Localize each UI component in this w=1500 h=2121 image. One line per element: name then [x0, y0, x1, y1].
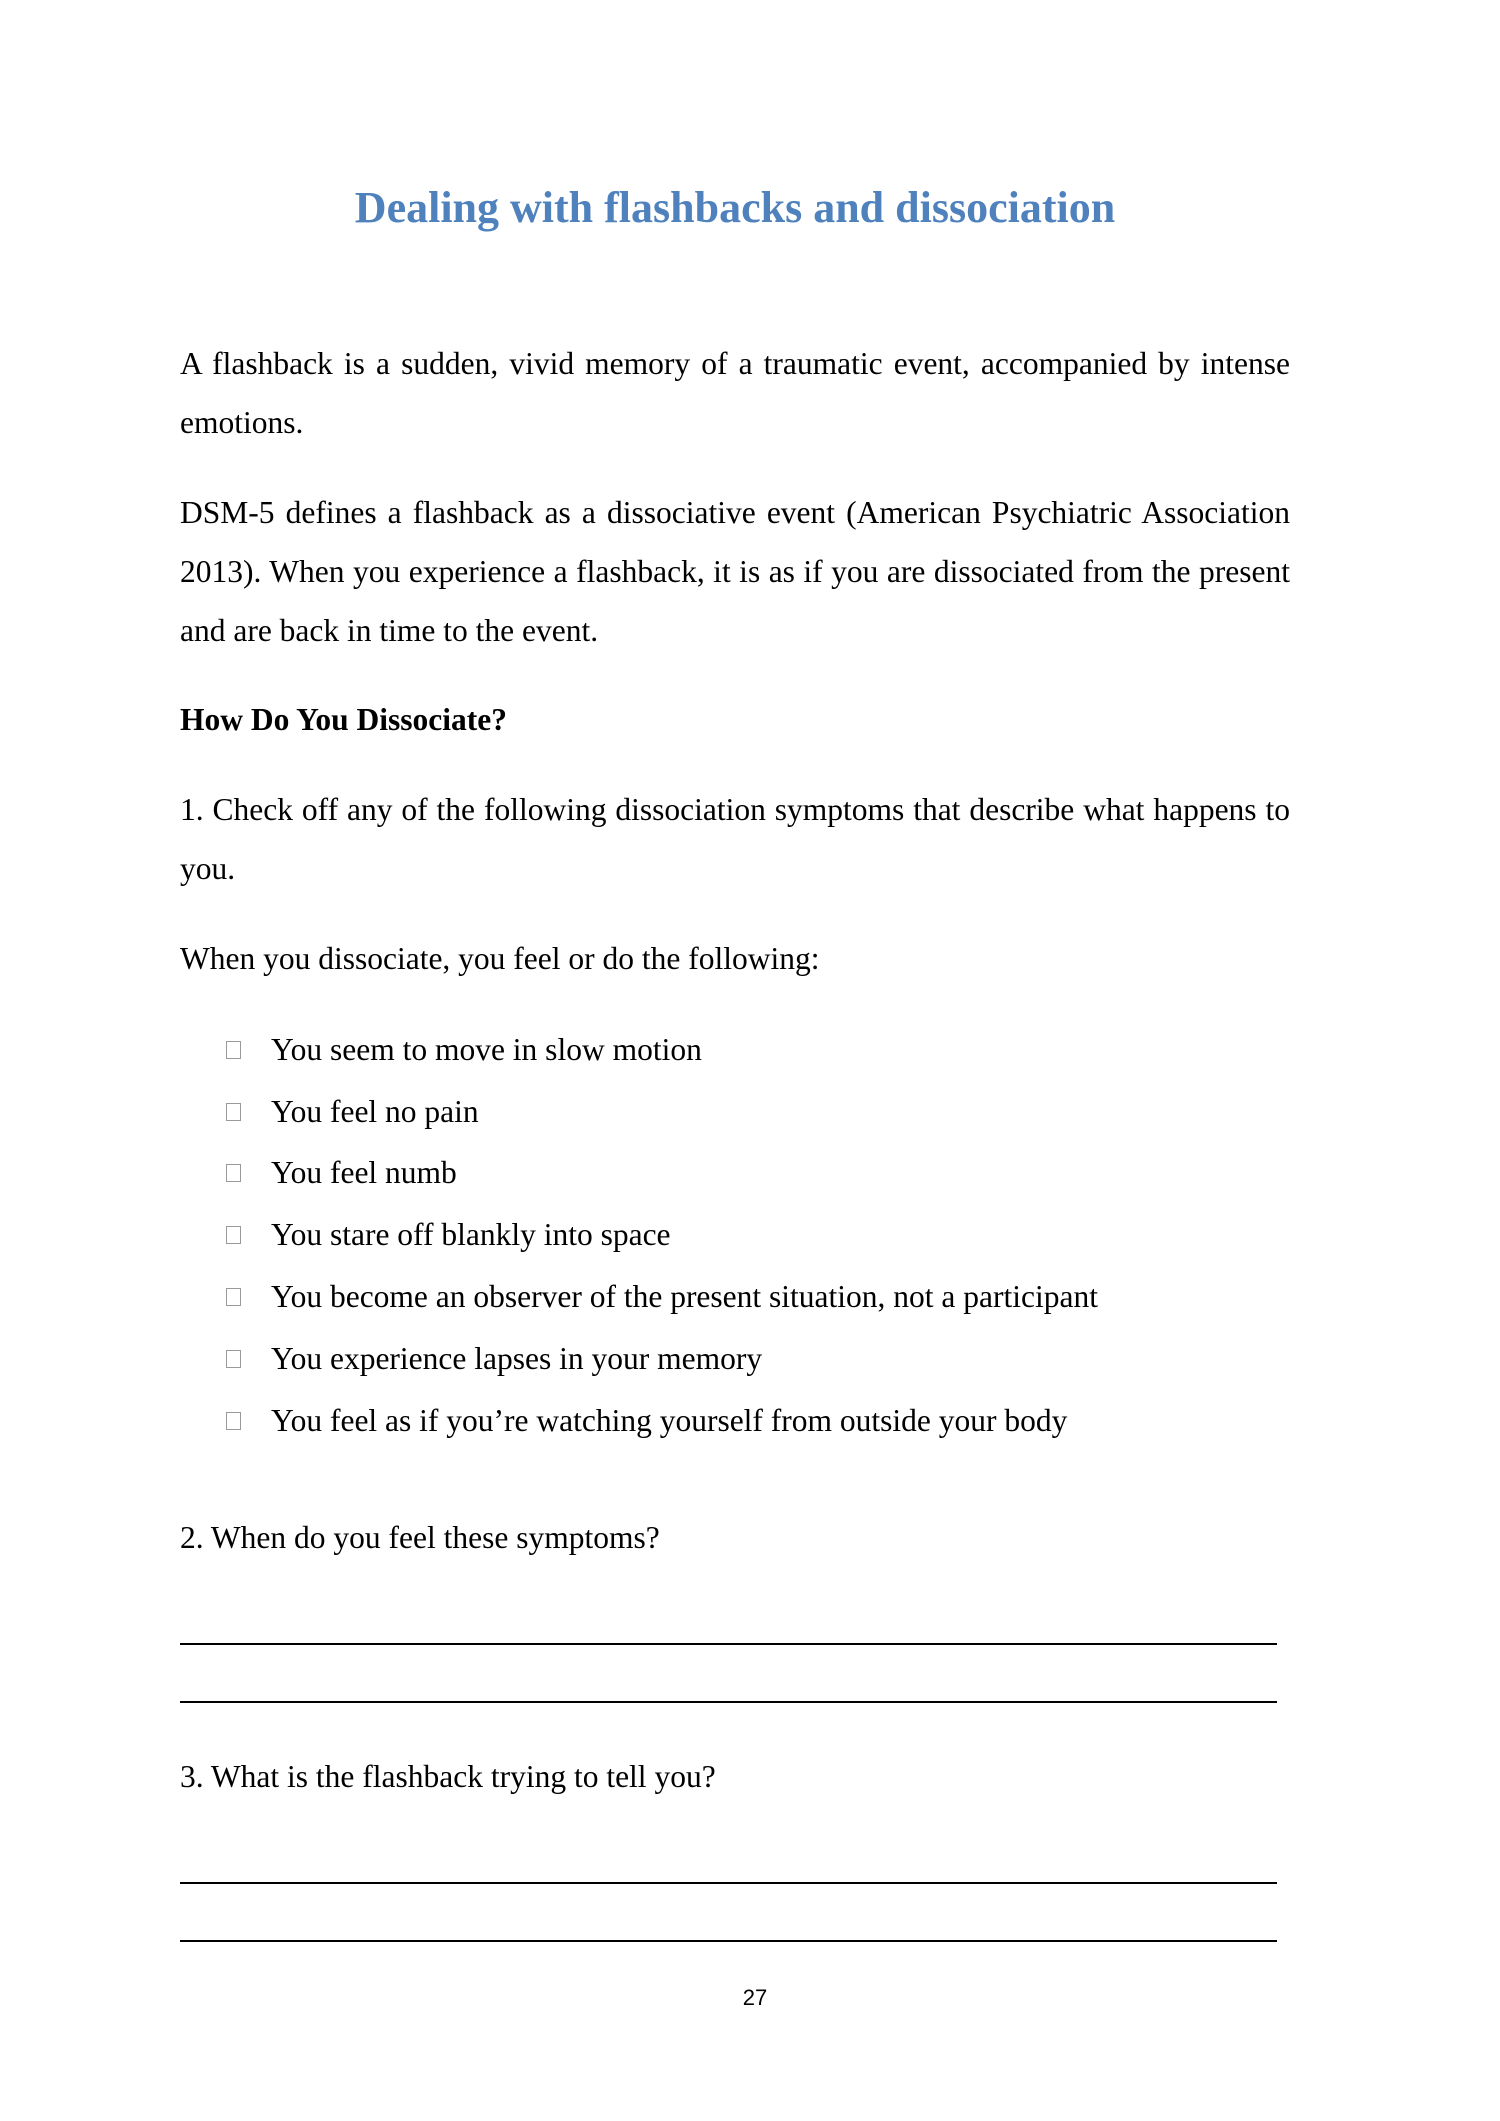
checklist-item-label: You become an observer of the present situation, not a participant	[271, 1279, 1098, 1315]
checkbox[interactable]	[226, 1103, 241, 1121]
checklist-item[interactable]	[226, 1266, 1098, 1328]
symptom-checklist	[226, 1019, 1098, 1452]
answer-line-q3-1[interactable]	[180, 1882, 1277, 1884]
answer-line-q2-1[interactable]	[180, 1643, 1277, 1645]
question-2: 2. When do you feel these symptoms?	[180, 1520, 660, 1555]
checklist-item-label: You experience lapses in your memory	[271, 1340, 763, 1376]
page-number: 27	[742, 1985, 768, 2010]
question-3: 3. What is the flashback trying to tell you?	[180, 1759, 716, 1794]
checkbox[interactable]	[226, 1041, 241, 1059]
page-title: Dealing with flashbacks and dissociation	[354, 183, 1116, 232]
checklist-item[interactable]	[226, 1390, 1098, 1452]
checkbox[interactable]	[226, 1350, 241, 1368]
checklist-item-label: You feel no pain	[271, 1093, 479, 1129]
checkbox[interactable]	[226, 1288, 241, 1306]
checkbox[interactable]	[226, 1226, 241, 1244]
checklist-item[interactable]	[226, 1204, 1098, 1266]
checklist-intro: When you dissociate, you feel or do the following:	[180, 941, 820, 976]
checklist-item[interactable]	[226, 1328, 1098, 1390]
checklist-item-label: You stare off blankly into space	[271, 1217, 671, 1253]
checklist-item[interactable]	[226, 1019, 1098, 1081]
answer-line-q2-2[interactable]	[180, 1701, 1277, 1703]
checkbox[interactable]	[226, 1412, 241, 1430]
section-heading: How Do You Dissociate?	[180, 702, 507, 737]
checkbox[interactable]	[226, 1164, 241, 1182]
checklist-item-label: You seem to move in slow motion	[271, 1031, 702, 1067]
question-1: 1. Check off any of the following dissociation symptoms that describe what happens to you.	[180, 792, 1290, 886]
checklist-item-label: You feel numb	[271, 1155, 457, 1191]
checklist-item[interactable]	[226, 1081, 1098, 1143]
flashback-definition-paragraph: A flashback is a sudden, vivid memory of a traumatic event, accompanied by intense emotions.	[180, 346, 1290, 440]
dsm5-paragraph: DSM-5 defines a flashback as a dissociative event (American Psychiatric Association 2013). When you experience a flashback, it is as if you are dissociated from the present and are back in time to the event.	[180, 495, 1290, 648]
checklist-item-label: You feel as if you’re watching yourself from outside your body	[271, 1402, 1068, 1438]
checklist-item[interactable]	[226, 1143, 1098, 1205]
answer-line-q3-2[interactable]	[180, 1940, 1277, 1942]
